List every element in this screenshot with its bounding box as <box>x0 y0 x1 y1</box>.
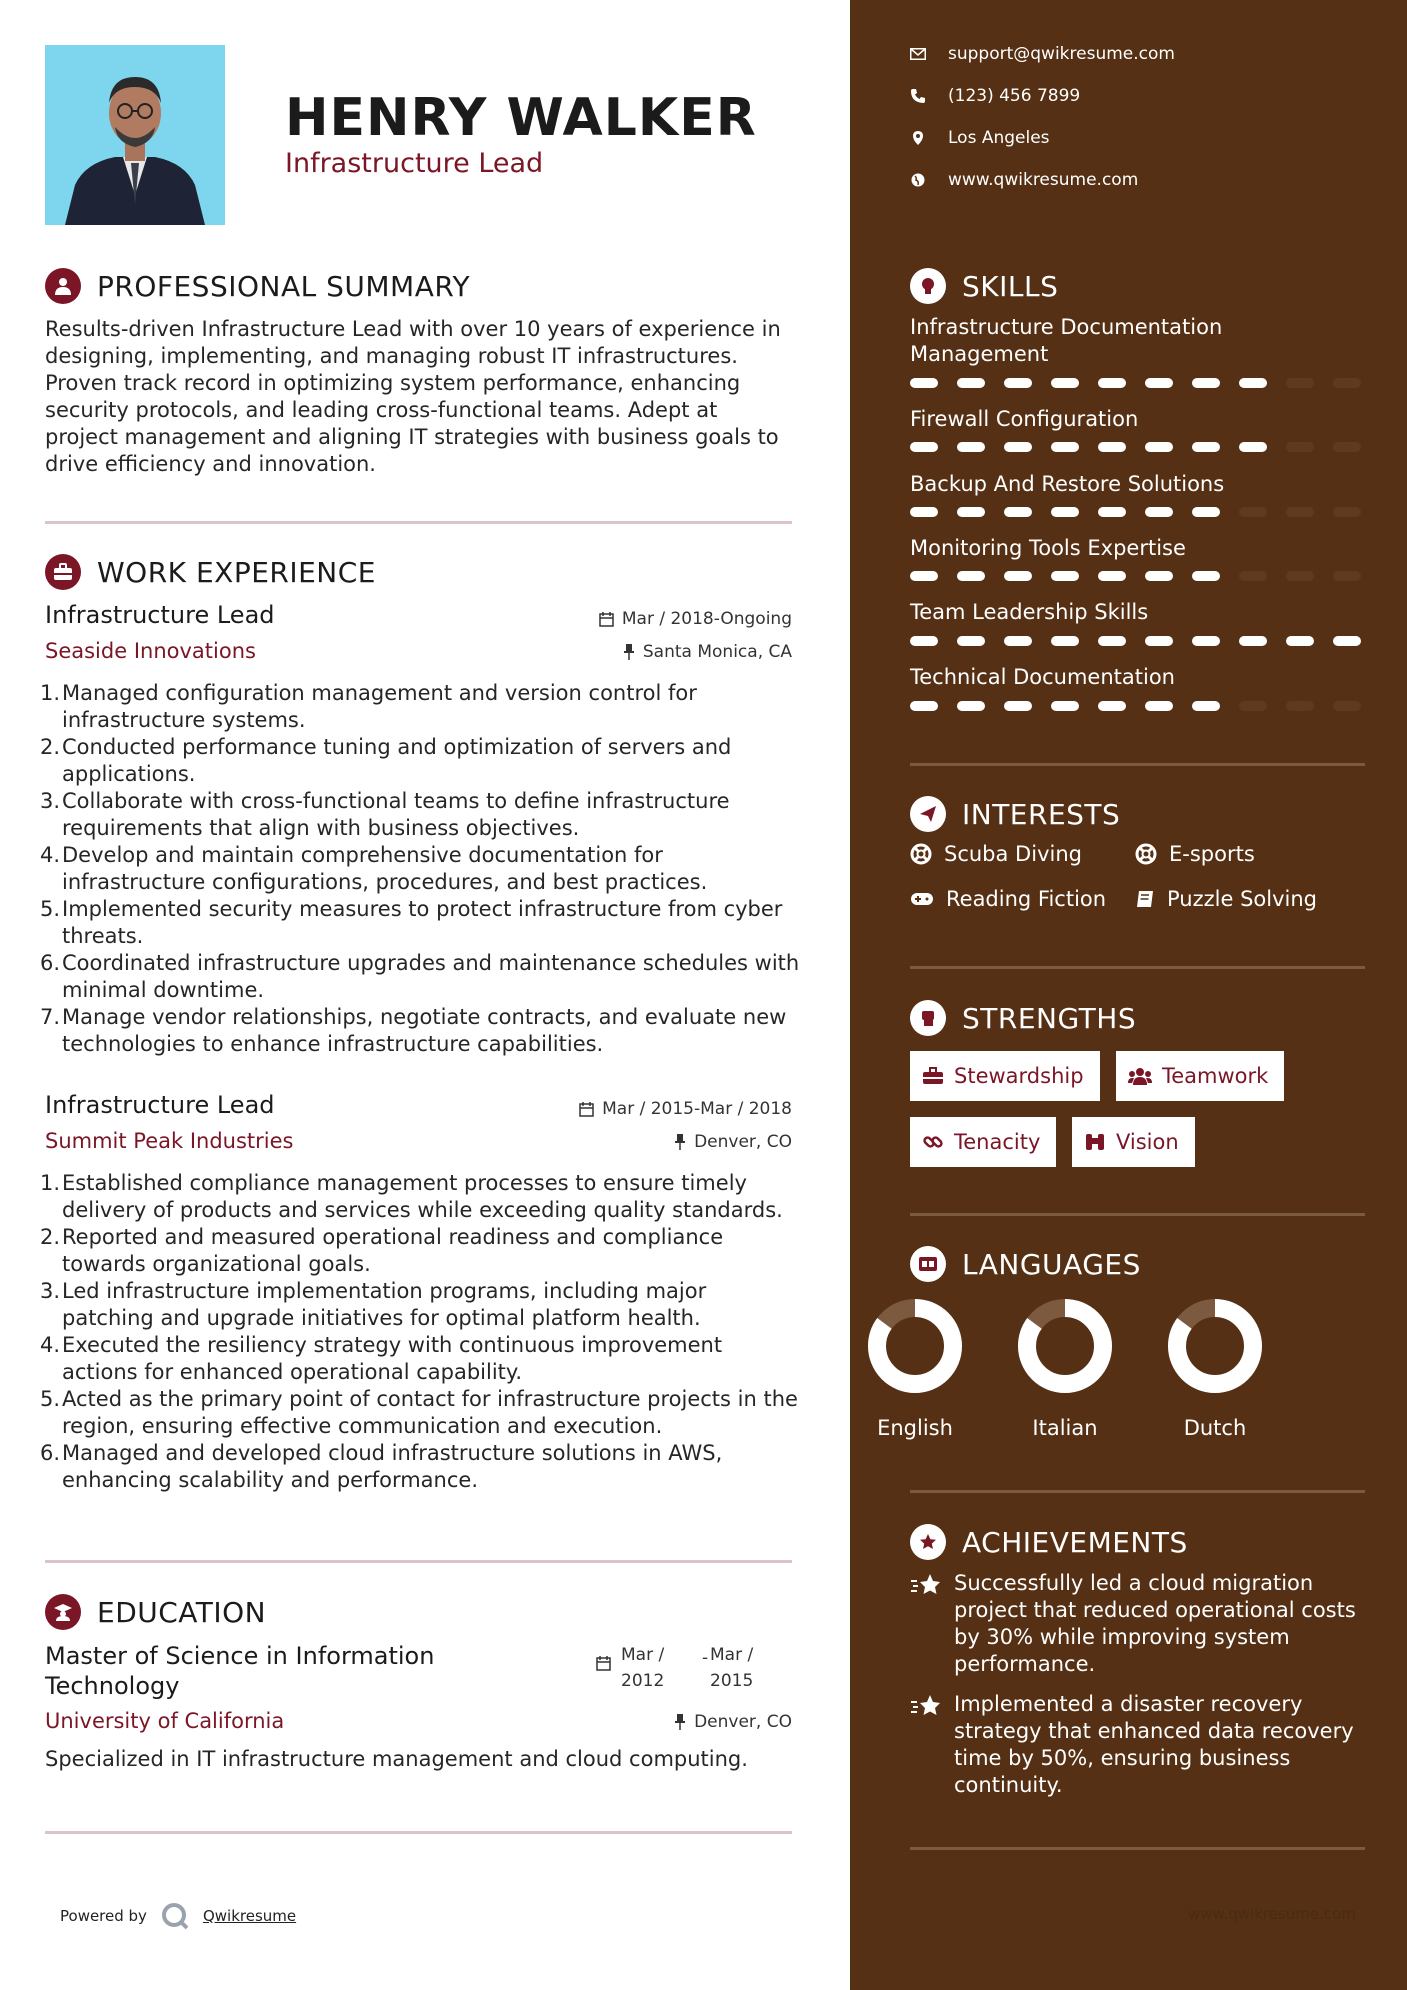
skill-level-segment <box>1051 442 1079 452</box>
language-proficiency-ring <box>1167 1298 1263 1394</box>
skill-level-bar <box>910 701 1380 711</box>
skill-level-segment <box>1333 571 1361 581</box>
duty-number: 4. <box>40 1333 61 1357</box>
candidate-name: HENRY WALKER <box>285 88 757 148</box>
divider <box>45 1831 792 1834</box>
summary-text: Results-driven Infrastructure Lead with over 10 years of experience in designing, implementing, and managing robust IT infrastructures. Proven track record in optimizing system performance, enhancing security protocols, and leading cross-functional teams. Adept at project management and aligning IT strategies with business goals to drive efficiency and innovation. <box>45 317 781 476</box>
duty-number: 2. <box>40 1225 61 1249</box>
skill-level-segment <box>1192 507 1220 517</box>
skill-level-segment <box>957 701 985 711</box>
skill-level-segment <box>957 636 985 646</box>
edu-description: Specialized in IT infrastructure management and cloud computing. <box>45 1747 748 1771</box>
skill-level-segment <box>1192 571 1220 581</box>
interest-item <box>1135 887 1317 911</box>
skill-level-segment <box>1098 378 1126 388</box>
duty-number: 1. <box>40 681 61 705</box>
interest-label: E-sports <box>1169 842 1255 866</box>
achievement-item <box>910 1691 1370 1799</box>
briefcase-icon <box>45 554 81 590</box>
achievement-text: Successfully led a cloud migration project that reduced operational costs by 30% while improving system performance. <box>954 1571 1356 1676</box>
skill-level-segment <box>1286 442 1314 452</box>
job-date-text: Mar / 2015-Mar / 2018 <box>602 1099 792 1119</box>
duty-item <box>40 734 800 788</box>
job-location <box>674 1132 792 1152</box>
interest-label: Scuba Diving <box>944 842 1082 866</box>
skill-level-bar <box>910 507 1380 517</box>
skill-level-segment <box>1145 378 1173 388</box>
job-location <box>623 642 792 662</box>
skill-level-segment <box>957 571 985 581</box>
skill-level-bar <box>910 378 1380 388</box>
experience-heading <box>45 554 376 590</box>
duty-number: 6. <box>40 951 61 975</box>
skill-level-segment <box>1145 571 1173 581</box>
link-icon <box>922 1131 954 1153</box>
duty-item <box>40 842 800 896</box>
sidebar <box>850 0 1407 1990</box>
job-location-text: Denver, CO <box>694 1132 792 1152</box>
edu-location <box>674 1712 792 1732</box>
skill-level-segment <box>910 701 938 711</box>
skill-level-segment <box>1286 701 1314 711</box>
star-icon <box>910 1691 954 1799</box>
language-proficiency-ring <box>867 1298 963 1394</box>
strength-label: Vision <box>1116 1130 1179 1154</box>
skill-level-segment <box>1098 701 1126 711</box>
skill-name: Firewall Configuration <box>910 407 1139 431</box>
duty-item <box>40 788 800 842</box>
users-icon <box>1128 1067 1162 1085</box>
skill-name: Backup And Restore Solutions <box>910 472 1225 496</box>
star-icon <box>910 1570 954 1678</box>
language-name: Italian <box>1032 1416 1098 1440</box>
strength-tag <box>1072 1117 1195 1167</box>
translate-icon <box>910 1246 946 1282</box>
duty-text: Reported and measured operational readiness and compliance towards organizational goals. <box>62 1225 724 1276</box>
powered-by <box>60 1902 296 1930</box>
divider <box>910 1490 1365 1493</box>
skill-level-segment <box>1004 636 1032 646</box>
skill-name: Technical Documentation <box>910 665 1175 689</box>
qwikresume-logo-icon <box>161 1902 189 1930</box>
language-name: Dutch <box>1183 1416 1247 1440</box>
duty-text: Led infrastructure implementation programs, including major patching and upgrade initiatives for optimal platform health. <box>62 1279 707 1330</box>
edu-date-start <box>621 1642 664 1694</box>
job-title: Infrastructure Lead <box>45 601 275 629</box>
language-proficiency-ring <box>1017 1298 1113 1394</box>
contact-website <box>910 170 1138 190</box>
date-dash: - <box>702 1648 709 1668</box>
duty-text: Established compliance management processes to ensure timely delivery of products and services while exceeding quality standards. <box>62 1171 783 1222</box>
interest-item <box>1135 842 1255 866</box>
skill-level-segment <box>910 571 938 581</box>
skill-level-segment <box>1239 701 1267 711</box>
edu-location-text: Denver, CO <box>694 1712 792 1732</box>
skill-level-segment <box>1286 378 1314 388</box>
job-company: Seaside Innovations <box>45 639 256 663</box>
contact-email <box>910 44 1175 64</box>
phone-icon <box>910 88 926 104</box>
website-text[interactable]: www.qwikresume.com <box>948 170 1139 190</box>
skills-heading <box>910 268 1058 304</box>
duty-number: 3. <box>40 789 61 813</box>
strength-label: Teamwork <box>1162 1064 1269 1088</box>
duty-text: Coordinated infrastructure upgrades and maintenance schedules with minimal downtime. <box>62 951 800 1002</box>
skill-level-segment <box>1286 507 1314 517</box>
duty-text: Managed configuration management and version control for infrastructure systems. <box>62 681 697 732</box>
duty-text: Managed and developed cloud infrastructure solutions in AWS, enhancing scalability and performance. <box>62 1441 723 1492</box>
duty-number: 5. <box>40 1387 61 1411</box>
skill-level-segment <box>1004 442 1032 452</box>
language-item <box>1010 1298 1120 1440</box>
divider <box>910 1213 1365 1216</box>
paper-plane-icon <box>910 796 946 832</box>
duty-item <box>40 1278 800 1332</box>
skill-level-segment <box>1098 507 1126 517</box>
skill-level-segment <box>1145 636 1173 646</box>
achievement-item <box>910 1570 1370 1678</box>
strength-label: Stewardship <box>954 1064 1084 1088</box>
divider <box>910 763 1365 766</box>
language-item <box>1160 1298 1270 1440</box>
interest-item <box>910 842 1082 866</box>
life-ring-icon <box>1135 843 1169 865</box>
skill-level-segment <box>957 507 985 517</box>
duty-item <box>40 1386 800 1440</box>
skill-level-segment <box>1192 442 1220 452</box>
divider <box>45 1560 792 1563</box>
skill-level-segment <box>1192 636 1220 646</box>
duty-item <box>40 1440 800 1494</box>
duty-text: Executed the resiliency strategy with continuous improvement actions for enhanced operational capability. <box>62 1333 723 1384</box>
duty-item <box>40 680 800 734</box>
fist-icon <box>910 1000 946 1036</box>
duty-item <box>40 1332 800 1386</box>
skill-level-segment <box>1286 571 1314 581</box>
strength-tag <box>1116 1051 1284 1101</box>
job-date <box>599 609 792 629</box>
skill-level-segment <box>1145 442 1173 452</box>
duty-item <box>40 950 800 1004</box>
job-duties <box>40 1170 800 1494</box>
skill-level-bar <box>910 636 1380 646</box>
summary-heading <box>45 268 470 304</box>
email-text[interactable]: support@qwikresume.com <box>948 44 1175 64</box>
candidate-role: Infrastructure Lead <box>285 148 544 179</box>
skill-level-segment <box>1286 636 1314 646</box>
phone-text: (123) 456 7899 <box>948 86 1081 106</box>
pin-icon <box>623 644 635 660</box>
strength-tag <box>910 1117 1056 1167</box>
skill-level-segment <box>1145 507 1173 517</box>
duty-item <box>40 1170 800 1224</box>
duty-number: 2. <box>40 735 61 759</box>
duty-number: 4. <box>40 843 61 867</box>
achievement-text: Implemented a disaster recovery strategy that enhanced data recovery time by 50%, ensuring business continuity. <box>954 1692 1354 1797</box>
contact-phone <box>910 86 1080 106</box>
job-date <box>579 1099 792 1119</box>
pin-icon <box>674 1134 686 1150</box>
location-text: Los Angeles <box>948 128 1050 148</box>
achievements-title: ACHIEVEMENTS <box>962 1525 1188 1559</box>
skill-level-segment <box>1239 571 1267 581</box>
duty-number: 3. <box>40 1279 61 1303</box>
life-ring-icon <box>910 843 944 865</box>
skill-level-segment <box>1004 378 1032 388</box>
globe-icon <box>910 172 926 188</box>
skill-level-segment <box>1192 701 1220 711</box>
skill-name: Team Leadership Skills <box>910 600 1149 624</box>
edu-date-start-year: 2012 <box>621 1671 665 1691</box>
experience-title: WORK EXPERIENCE <box>97 555 376 589</box>
achievements-heading <box>910 1524 1188 1560</box>
education-heading <box>45 1594 266 1630</box>
duty-item <box>40 1224 800 1278</box>
divider <box>45 521 792 524</box>
profile-photo <box>45 45 225 225</box>
duty-text: Manage vendor relationships, negotiate contracts, and evaluate new technologies to enhance infrastructure capabilities. <box>62 1005 787 1056</box>
job-title: Infrastructure Lead <box>45 1091 275 1119</box>
skill-level-segment <box>1145 701 1173 711</box>
school: University of California <box>45 1709 285 1733</box>
map-pin-icon <box>910 130 926 146</box>
skill-level-segment <box>1004 571 1032 581</box>
duty-text: Implemented security measures to protect infrastructure from cyber threats. <box>62 897 783 948</box>
duty-item <box>40 1004 800 1058</box>
edu-date-start-month: Mar / <box>621 1645 665 1665</box>
skill-level-segment <box>1098 442 1126 452</box>
footer-watermark: www.qwikresume.com <box>1188 1905 1356 1923</box>
skill-level-segment <box>1333 701 1361 711</box>
skill-level-bar <box>910 442 1380 452</box>
skill-level-segment <box>1239 378 1267 388</box>
languages-heading <box>910 1246 1141 1282</box>
interest-label: Puzzle Solving <box>1167 887 1317 911</box>
calendar-icon <box>599 612 614 627</box>
strengths-heading <box>910 1000 1136 1036</box>
duty-number: 7. <box>40 1005 61 1029</box>
edu-date-end <box>710 1642 753 1694</box>
duty-number: 5. <box>40 897 61 921</box>
skill-level-segment <box>1051 636 1079 646</box>
divider <box>910 966 1365 969</box>
language-item <box>860 1298 970 1440</box>
skill-level-segment <box>910 636 938 646</box>
skills-title: SKILLS <box>962 269 1059 303</box>
skill-level-segment <box>1051 378 1079 388</box>
strengths-title: STRENGTHS <box>962 1001 1137 1035</box>
duty-number: 1. <box>40 1171 61 1195</box>
user-icon <box>45 268 81 304</box>
interest-item <box>910 887 1106 911</box>
graduate-icon <box>45 1594 81 1630</box>
strength-tag <box>910 1051 1100 1101</box>
strength-label: Tenacity <box>954 1130 1041 1154</box>
calendar-icon <box>579 1102 594 1117</box>
skill-level-segment <box>1333 378 1361 388</box>
interest-label: Reading Fiction <box>946 887 1107 911</box>
skill-level-segment <box>910 378 938 388</box>
languages-title: LANGUAGES <box>962 1247 1141 1281</box>
powered-by-label: Powered by <box>60 1907 147 1925</box>
skill-level-segment <box>910 442 938 452</box>
skill-level-segment <box>1098 571 1126 581</box>
duty-text: Conducted performance tuning and optimization of servers and applications. <box>62 735 732 786</box>
duty-text: Develop and maintain comprehensive documentation for infrastructure configurations, procedures, and best practices. <box>62 843 708 894</box>
job-duties <box>40 680 800 1058</box>
skill-level-segment <box>1333 442 1361 452</box>
degree: Master of Science in Information Technology <box>45 1642 435 1700</box>
calendar-icon <box>596 1656 611 1675</box>
edu-date-end-month: Mar / <box>710 1645 754 1665</box>
interests-title: INTERESTS <box>962 797 1121 831</box>
skill-name: Infrastructure Documentation Management <box>910 315 1223 366</box>
skill-level-segment <box>957 442 985 452</box>
skill-level-segment <box>1098 636 1126 646</box>
duty-item <box>40 896 800 950</box>
duty-text: Collaborate with cross-functional teams to define infrastructure requirements that align with business objectives. <box>62 789 730 840</box>
skill-level-segment <box>910 507 938 517</box>
edu-date-end-year: 2015 <box>710 1671 754 1691</box>
skill-level-segment <box>1239 507 1267 517</box>
skill-level-segment <box>957 378 985 388</box>
skill-level-segment <box>1333 507 1361 517</box>
skill-level-segment <box>1239 442 1267 452</box>
gamepad-icon <box>910 891 946 907</box>
lightbulb-icon <box>910 268 946 304</box>
job-company: Summit Peak Industries <box>45 1129 294 1153</box>
language-name: English <box>877 1416 953 1440</box>
skill-level-segment <box>1004 507 1032 517</box>
job-date-text: Mar / 2018-Ongoing <box>621 609 792 629</box>
briefcase-icon <box>922 1067 954 1085</box>
star-badge-icon <box>910 1524 946 1560</box>
brand-link[interactable]: Qwikresume <box>202 1907 297 1925</box>
duty-number: 6. <box>40 1441 61 1465</box>
skill-level-bar <box>910 571 1380 581</box>
summary-title: PROFESSIONAL SUMMARY <box>97 269 471 303</box>
skill-level-segment <box>1051 571 1079 581</box>
envelope-icon <box>910 48 926 60</box>
book-icon <box>1135 889 1167 909</box>
contact-location <box>910 128 1050 148</box>
binoculars-icon <box>1084 1132 1116 1152</box>
skill-level-segment <box>1192 378 1220 388</box>
pin-icon <box>674 1714 686 1730</box>
skill-level-segment <box>1239 636 1267 646</box>
interests-heading <box>910 796 1120 832</box>
skill-level-segment <box>1004 701 1032 711</box>
duty-text: Acted as the primary point of contact for infrastructure projects in the region, ensuring effective communication and execution. <box>62 1387 798 1438</box>
skill-name: Monitoring Tools Expertise <box>910 536 1186 560</box>
skill-level-segment <box>1333 636 1361 646</box>
education-title: EDUCATION <box>97 1595 267 1629</box>
skill-level-segment <box>1051 507 1079 517</box>
job-location-text: Santa Monica, CA <box>642 642 792 662</box>
skill-level-segment <box>1051 701 1079 711</box>
divider <box>910 1847 1365 1850</box>
